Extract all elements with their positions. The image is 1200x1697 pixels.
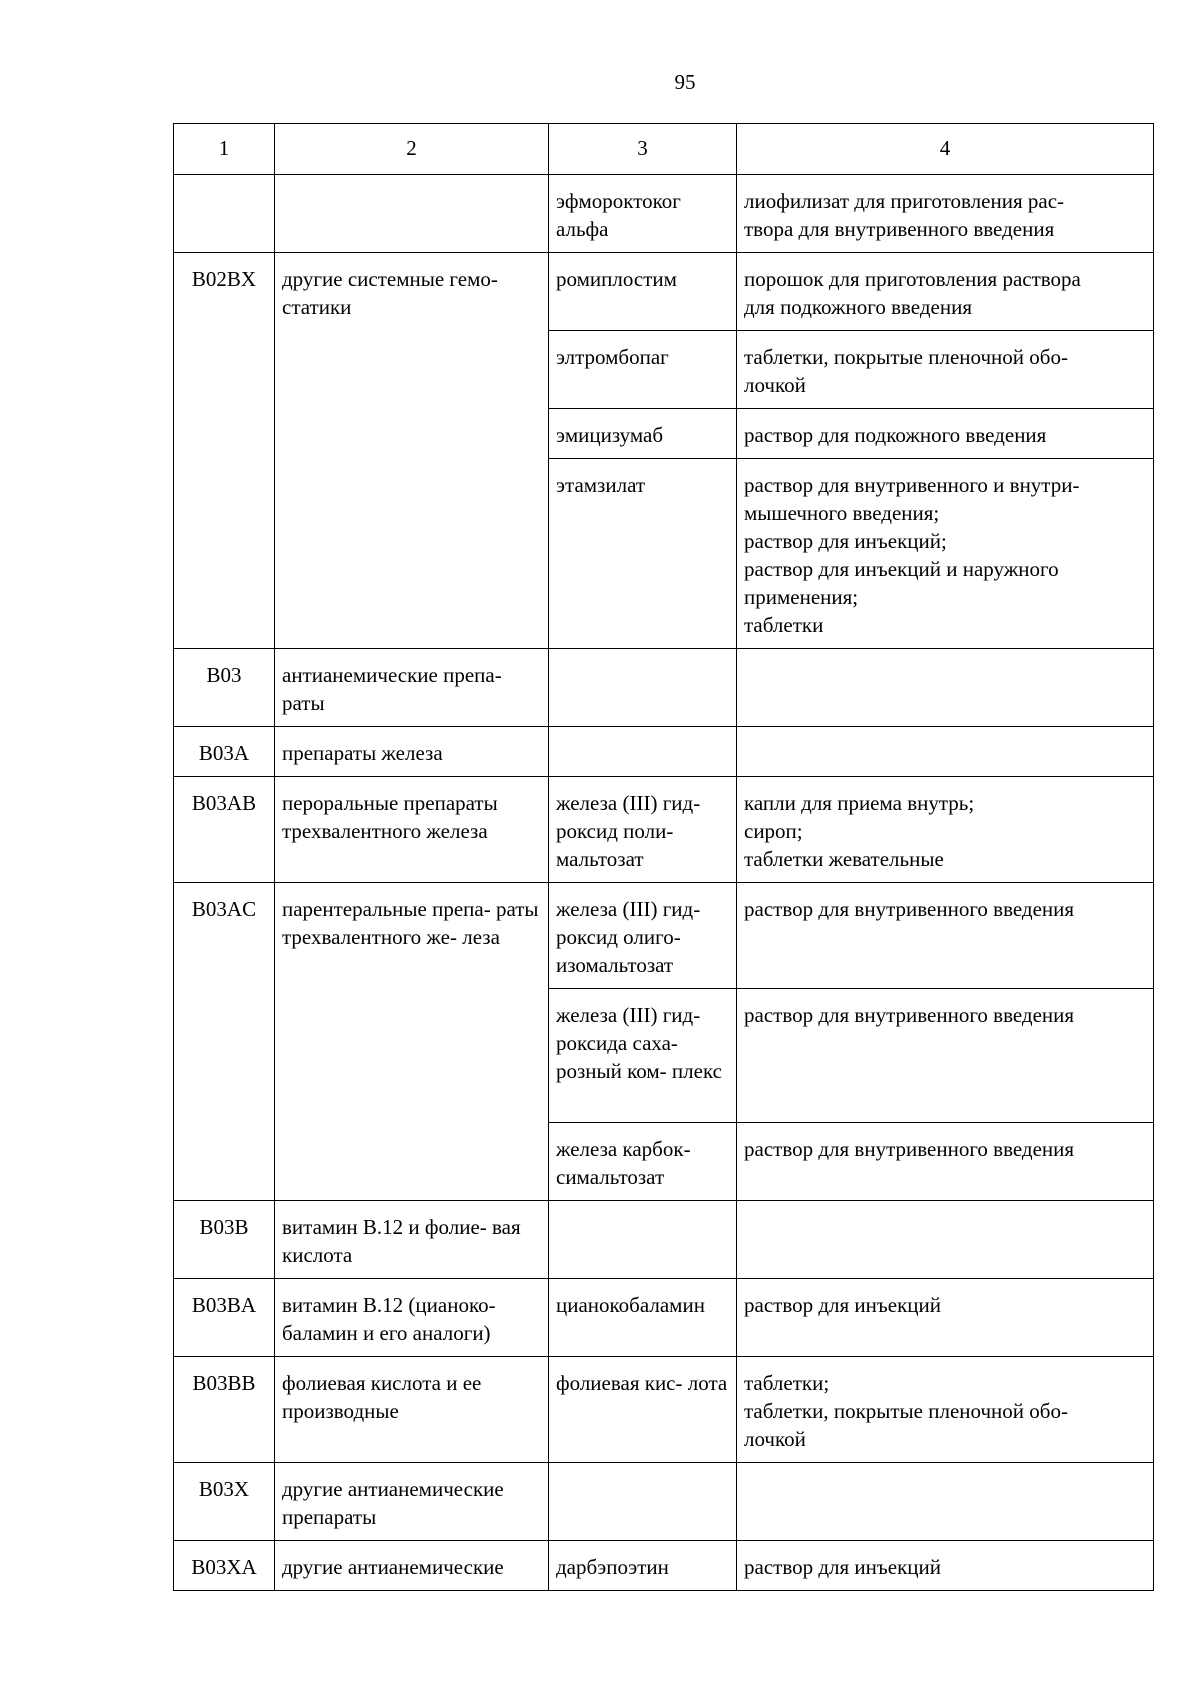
form-cell (737, 1123, 1154, 1201)
form-line: мышечного введения; (744, 501, 940, 525)
atc-code-cell: B03XA (174, 1541, 275, 1591)
form-line: лиофилизат для приготовления рас- (744, 189, 1065, 213)
form-cell (737, 883, 1154, 989)
form-cell (737, 1541, 1154, 1591)
form-cell (737, 989, 1154, 1123)
table-row (174, 883, 1154, 989)
drug-cell: эфмороктоког альфа (549, 175, 737, 253)
table-row (174, 1541, 1154, 1591)
form-line: раствор для инъекций (744, 1293, 941, 1317)
table-row (174, 1201, 1154, 1279)
form-cell (737, 253, 1154, 331)
group-cell: антианемические препа- раты (275, 649, 549, 727)
form-line: раствор для инъекций (744, 1555, 941, 1579)
form-cell (737, 649, 1154, 727)
atc-code-cell (174, 175, 275, 253)
table-row (174, 253, 1154, 331)
form-line: порошок для приготовления раствора (744, 267, 1081, 291)
group-cell: другие системные гемо- статики (275, 253, 549, 649)
drug-cell: дарбэпоэтин (549, 1541, 737, 1591)
form-line: сироп; (744, 819, 803, 843)
form-line: таблетки, покрытые пленочной обо- (744, 345, 1068, 369)
group-cell (275, 175, 549, 253)
group-cell: фолиевая кислота и ее производные (275, 1357, 549, 1463)
atc-code-cell: B03 (174, 649, 275, 727)
form-line: раствор для внутривенного и внутри- (744, 473, 1080, 497)
form-cell (737, 459, 1154, 649)
drug-cell: этамзилат (549, 459, 737, 649)
atc-code-cell: B03B (174, 1201, 275, 1279)
atc-code-cell: B03BB (174, 1357, 275, 1463)
group-cell: пероральные препараты трехвалентного железа (275, 777, 549, 883)
atc-code-cell: B03BA (174, 1279, 275, 1357)
form-line: лочкой (744, 373, 806, 397)
drug-cell: ромиплостим (549, 253, 737, 331)
group-cell: витамин B.12 и фолие- вая кислота (275, 1201, 549, 1279)
atc-code-cell: B02BX (174, 253, 275, 649)
form-line: капли для приема внутрь; (744, 791, 975, 815)
atc-code-cell: B03AC (174, 883, 275, 1201)
form-line: раствор для внутривенного введения (744, 1003, 1075, 1027)
table-row (174, 727, 1154, 777)
group-cell: другие антианемические препараты (275, 1463, 549, 1541)
atc-code-cell: B03AB (174, 777, 275, 883)
form-line: применения; (744, 585, 859, 609)
atc-code-cell: B03A (174, 727, 275, 777)
page-number: 95 (674, 70, 696, 94)
drug-cell (549, 1463, 737, 1541)
form-cell (737, 1463, 1154, 1541)
table-row (174, 649, 1154, 727)
form-cell (737, 1279, 1154, 1357)
form-cell (737, 331, 1154, 409)
drug-cell: цианокобаламин (549, 1279, 737, 1357)
header-col-1: 1 (174, 124, 275, 175)
form-line: для подкожного введения (744, 295, 972, 319)
atc-code-cell: B03X (174, 1463, 275, 1541)
header-col-3: 3 (549, 124, 737, 175)
form-line: раствор для инъекций и наружного (744, 557, 1059, 581)
group-cell: парентеральные препа- раты трехвалентного же- леза (275, 883, 549, 1201)
form-line: лочкой (744, 1427, 806, 1451)
form-line: твора для внутривенного введения (744, 217, 1055, 241)
drug-cell (549, 649, 737, 727)
form-cell (737, 777, 1154, 883)
table-row (174, 1279, 1154, 1357)
form-cell (737, 1201, 1154, 1279)
form-cell (737, 409, 1154, 459)
group-cell: препараты железа (275, 727, 549, 777)
form-cell (737, 1357, 1154, 1463)
drug-cell: железа карбок- симальтозат (549, 1123, 737, 1201)
group-cell: другие антианемические (275, 1541, 549, 1591)
form-line: раствор для инъекций; (744, 529, 947, 553)
table-row (174, 1463, 1154, 1541)
form-line: таблетки (744, 613, 824, 637)
drug-cell: фолиевая кис- лота (549, 1357, 737, 1463)
drug-cell: элтромбопаг (549, 331, 737, 409)
header-col-4: 4 (737, 124, 1154, 175)
form-cell (737, 727, 1154, 777)
table-header-row (174, 124, 1154, 175)
form-line: таблетки жевательные (744, 847, 944, 871)
form-cell (737, 175, 1154, 253)
form-line: таблетки; (744, 1371, 830, 1395)
drug-cell: железа (III) гид- роксид поли- мальтозат (549, 777, 737, 883)
drug-cell (549, 1201, 737, 1279)
table-row (174, 777, 1154, 883)
drug-cell: железа (III) гид- роксида саха- розный ком- плекс (549, 989, 737, 1123)
header-col-2: 2 (275, 124, 549, 175)
drug-cell (549, 727, 737, 777)
form-line: раствор для подкожного введения (744, 423, 1047, 447)
form-line: раствор для внутривенного введения (744, 897, 1075, 921)
form-line: раствор для внутривенного введения (744, 1137, 1075, 1161)
form-line: таблетки, покрытые пленочной обо- (744, 1399, 1068, 1423)
table-row (174, 175, 1154, 253)
drug-cell: железа (III) гид- роксид олиго- изомальтозат (549, 883, 737, 989)
table-row (174, 1357, 1154, 1463)
drug-cell: эмицизумаб (549, 409, 737, 459)
group-cell: витамин B.12 (цианоко- баламин и его аналоги) (275, 1279, 549, 1357)
drug-table (173, 123, 1154, 1591)
